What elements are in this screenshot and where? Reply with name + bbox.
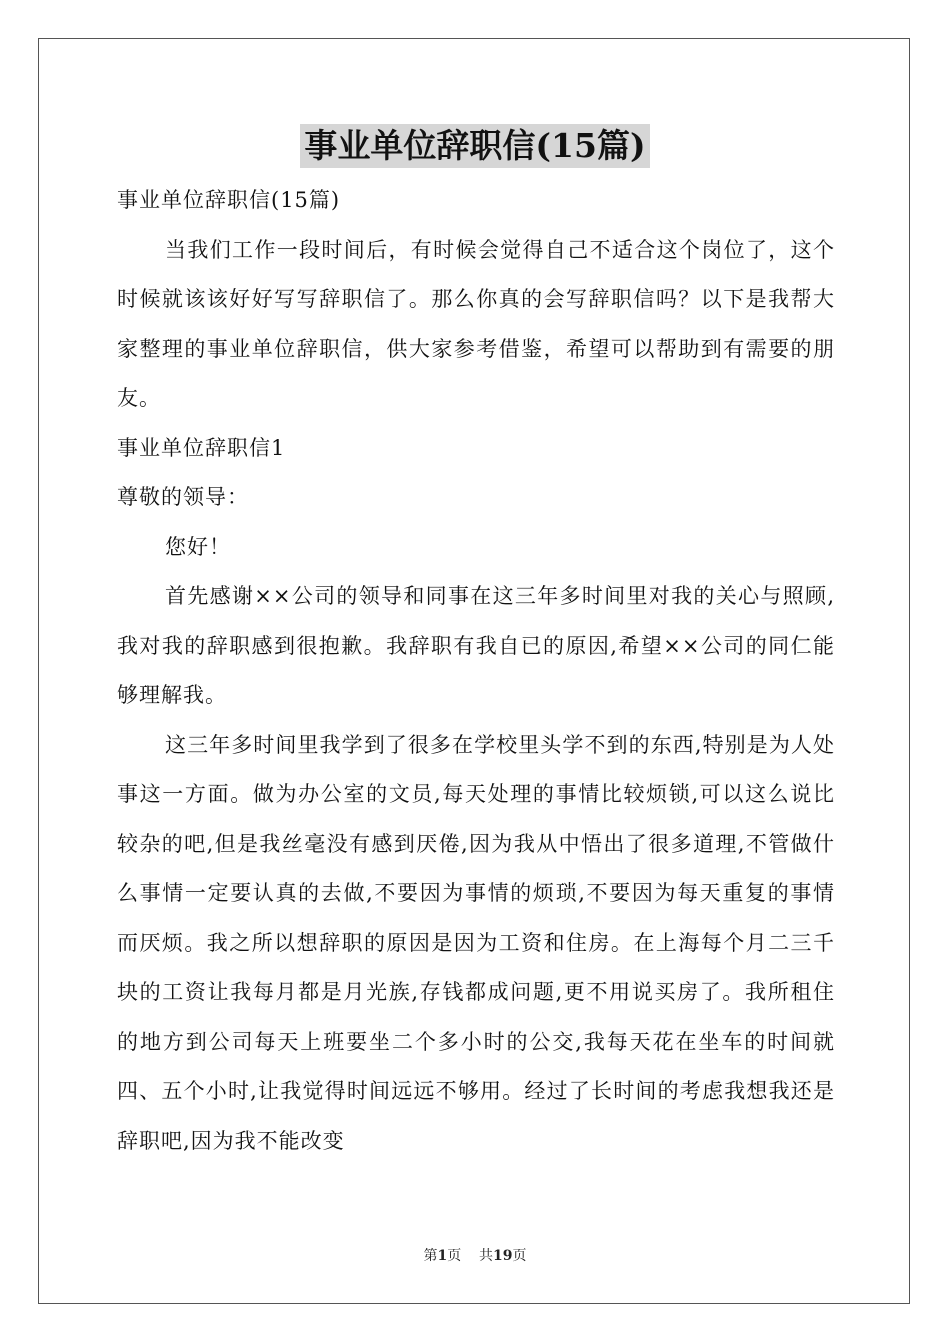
paragraph-3: 尊敬的领导： (117, 485, 249, 509)
title-area (0, 124, 950, 168)
document-body (117, 176, 835, 1166)
footer-page-prefix: 第 (423, 1248, 438, 1264)
paragraph-6: 这三年多时间里我学到了很多在学校里头学不到的东西,特别是为人处事这一方面。做为办公室的文员,每天处理的事情比较烦锁,可以这么说比较杂的吧,但是我丝毫没有感到厌倦,因为我从中悟出了很多道理,不管做什么事情一定要认真的去做,不要因为事情的烦琐,不要因为每天重复的事情而厌烦。我之所以想辞职的原因是因为工资和住房。在上海每个月二三千块的工资让我每月都是月光族,存钱都成问题,更不用说买房了。我所租住的地方到公司每天上班要坐二个多小时的公交,我每天花在坐车的时间就四、五个小时,让我觉得时间远远不够用。经过了长时间的考虑我想我还是辞职吧,因为我不能改变 (117, 732, 835, 1153)
document-title: 事业单位辞职信(15篇) (300, 124, 649, 168)
paragraph-4: 您好！ (165, 534, 231, 559)
paragraph-1: 当我们工作一段时间后，有时候会觉得自己不适合这个岗位了，这个时候就该该好好写写辞职信了。那么你真的会写辞职信吗？以下是我帮大家整理的事业单位辞职信，供大家参考借鉴，希望可以帮助到有需要的朋友。 (117, 237, 835, 410)
paragraph-2: 事业单位辞职信1 (117, 435, 286, 460)
footer-total-prefix: 共 (479, 1248, 494, 1264)
footer-total-suffix: 页 (512, 1248, 527, 1264)
footer-page-suffix: 页 (447, 1248, 462, 1264)
page-footer (0, 1246, 950, 1266)
paragraph-5: 首先感谢××公司的领导和同事在这三年多时间里对我的关心与照顾,我对我的辞职感到很抱歉。我辞职有我自已的原因,希望××公司的同仁能够理解我。 (117, 584, 835, 707)
paragraph-0: 事业单位辞职信(15篇) (117, 188, 341, 212)
footer-page-current: 1 (437, 1248, 448, 1264)
footer-page-total: 19 (493, 1248, 513, 1264)
